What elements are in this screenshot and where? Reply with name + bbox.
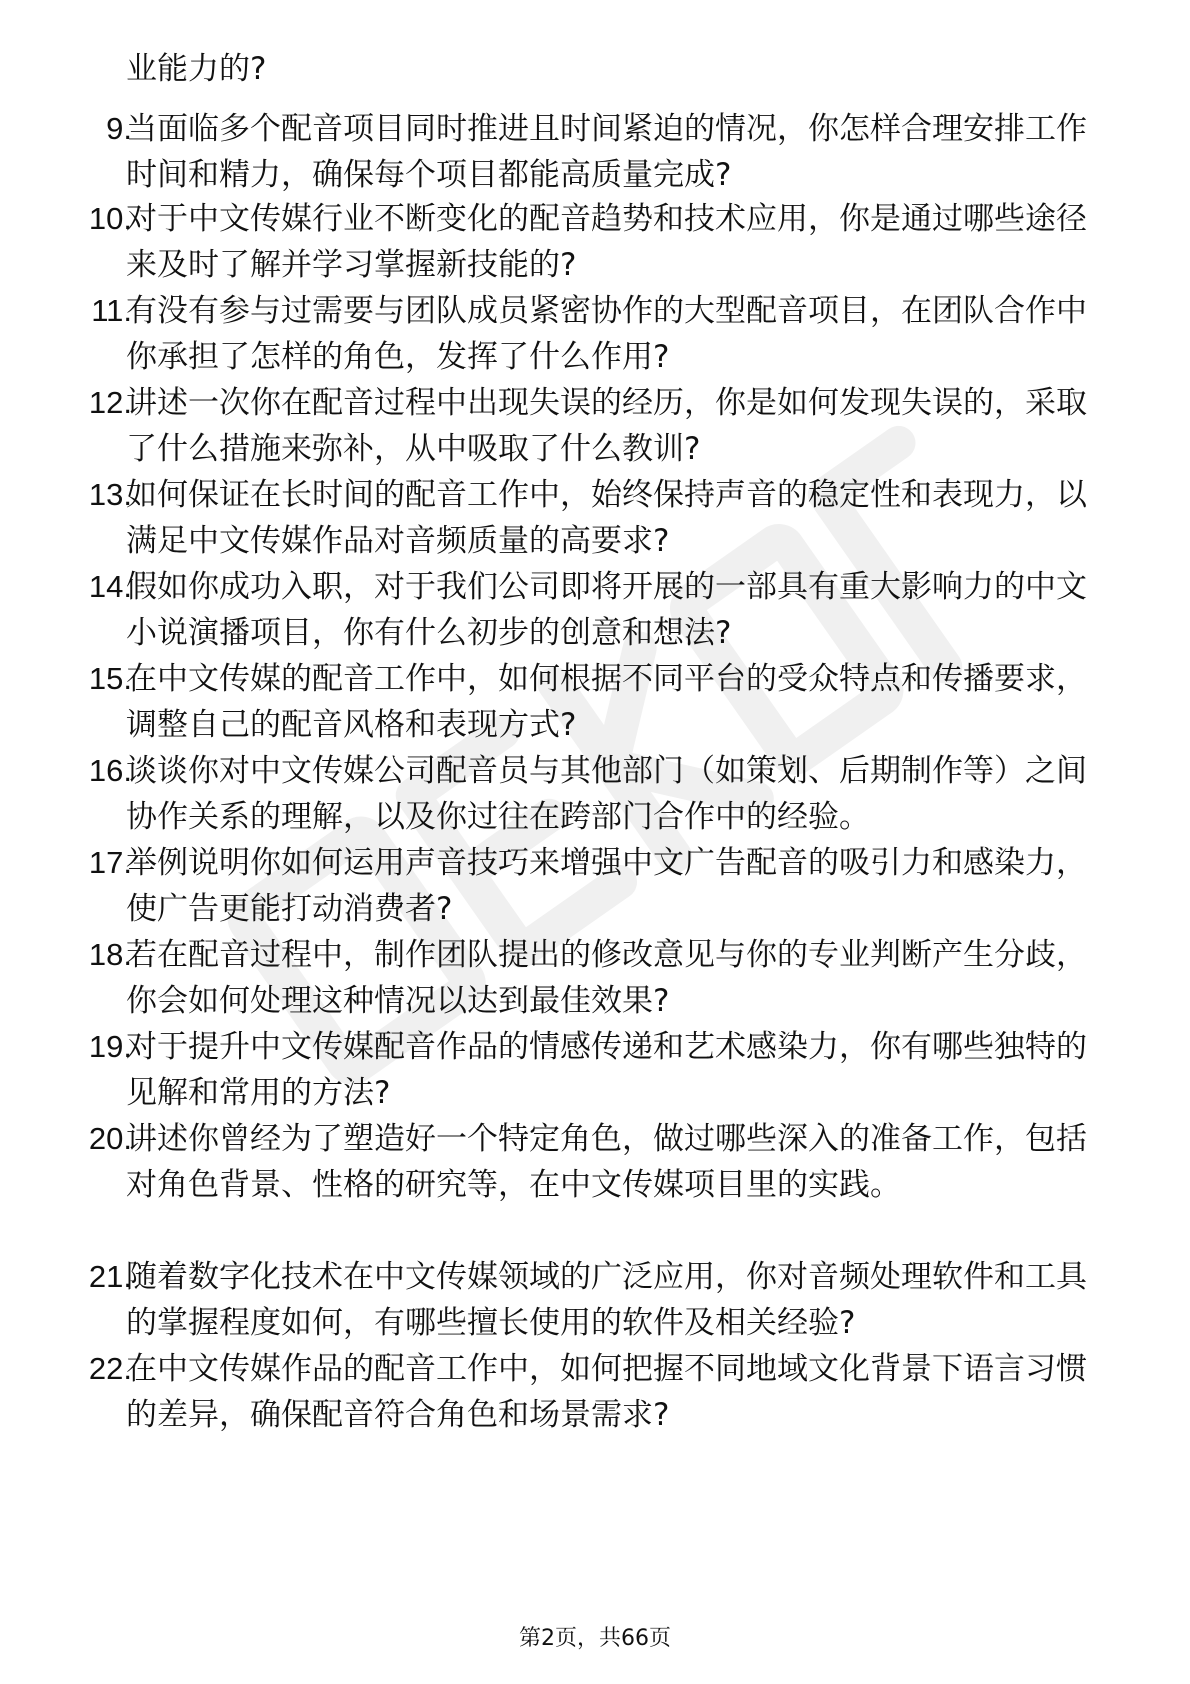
question-number: 13. [88,477,132,512]
question-number: 20. [88,1121,132,1156]
question-number: 18. [88,937,132,972]
question-number: 17. [88,845,132,880]
question-number: 14. [88,569,132,604]
question-text: 讲述一次你在配音过程中出现失误的经历，你是如何发现失误的，采取了什么措施来弥补，从中吸取了什么教训? [126,385,1087,467]
question-text: 有没有参与过需要与团队成员紧密协作的大型配音项目，在团队合作中你承担了怎样的角色，发挥了什么作用? [126,293,1087,375]
question-text: 谈谈你对中文传媒公司配音员与其他部门（如策划、后期制作等）之间协作关系的理解，以及你过往在跨部门合作中的经验。 [126,753,1087,835]
question-number: 19. [88,1029,132,1064]
question-text: 在中文传媒的配音工作中，如何根据不同平台的受众特点和传播要求，调整自己的配音风格和表现方式? [126,661,1087,743]
question-text: 对于中文传媒行业不断变化的配音趋势和技术应用，你是通过哪些途径来及时了解并学习掌握新技能的? [126,201,1087,283]
question-text: 假如你成功入职，对于我们公司即将开展的一部具有重大影响力的中文小说演播项目，你有什么初步的创意和想法? [126,569,1087,651]
question-number: 21. [88,1259,132,1294]
question-number: 12. [88,385,132,420]
question-number: 9. [106,111,132,146]
question-number: 22. [88,1351,132,1386]
question-number: 16. [88,753,132,788]
question-number: 15. [88,661,132,696]
question-text: 举例说明你如何运用声音技巧来增强中文广告配音的吸引力和感染力，使广告更能打动消费者? [126,845,1087,927]
question-text: 当面临多个配音项目同时推进且时间紧迫的情况，你怎样合理安排工作时间和精力，确保每个项目都能高质量完成? [126,111,1087,193]
question-text: 对于提升中文传媒配音作品的情感传递和艺术感染力，你有哪些独特的见解和常用的方法? [126,1029,1087,1111]
continuation-text: 业能力的? [126,51,267,87]
question-number: 10. [88,201,132,236]
question-text: 如何保证在长时间的配音工作中，始终保持声音的稳定性和表现力，以满足中文传媒作品对音频质量的高要求? [126,477,1087,559]
page-footer: 第2页，共66页 [519,1626,671,1651]
question-text: 在中文传媒作品的配音工作中，如何把握不同地域文化背景下语言习惯的差异，确保配音符合角色和场景需求? [126,1351,1087,1433]
question-text: 若在配音过程中，制作团队提出的修改意见与你的专业判断产生分歧，你会如何处理这种情况以达到最佳效果? [126,937,1087,1019]
question-text: 随着数字化技术在中文传媒领域的广泛应用，你对音频处理软件和工具的掌握程度如何，有哪些擅长使用的软件及相关经验? [126,1259,1087,1341]
question-text: 讲述你曾经为了塑造好一个特定角色，做过哪些深入的准备工作，包括对角色背景、性格的研究等，在中文传媒项目里的实践。 [126,1121,1087,1203]
question-number: 11. [91,293,132,328]
